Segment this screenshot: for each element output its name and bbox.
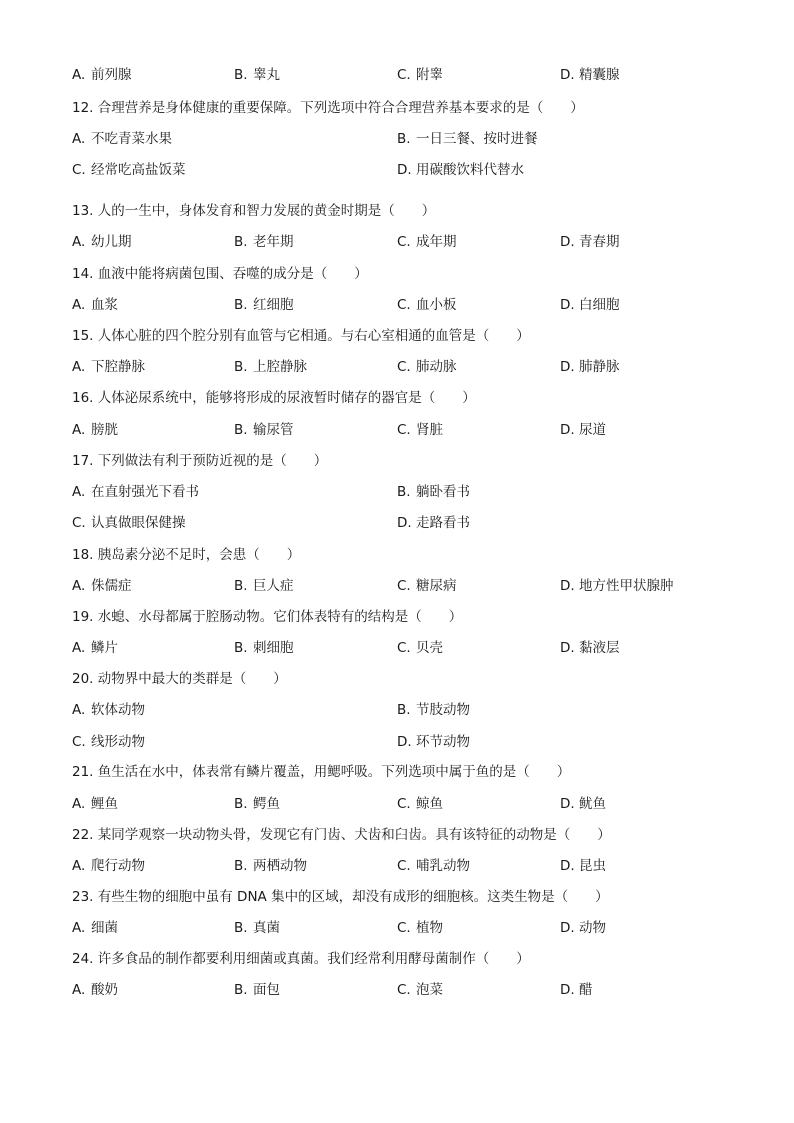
option-letter: C. xyxy=(72,734,86,750)
answer-option xyxy=(560,638,620,658)
answer-option xyxy=(397,794,443,814)
option-letter: D. xyxy=(397,734,412,750)
answer-option xyxy=(72,918,118,938)
option-letter: B. xyxy=(397,131,411,147)
option-text: 植物 xyxy=(416,920,443,936)
option-text: 昆虫 xyxy=(579,858,606,874)
option-text: 软体动物 xyxy=(91,702,145,718)
option-text: 醋 xyxy=(579,982,593,998)
answer-option xyxy=(234,980,280,1000)
answer-option xyxy=(397,732,470,752)
option-text: 鱿鱼 xyxy=(579,796,606,812)
option-letter: B. xyxy=(397,702,411,718)
option-letter: A. xyxy=(72,131,86,147)
answer-option xyxy=(397,129,538,149)
answer-option xyxy=(72,129,172,149)
answer-option xyxy=(72,700,145,720)
option-text: 鲸鱼 xyxy=(416,796,443,812)
answer-option xyxy=(234,856,307,876)
answer-option xyxy=(234,65,280,85)
question-stem: 18. 胰岛素分泌不足时，会患（ ） xyxy=(72,547,301,563)
answer-option xyxy=(234,576,294,596)
answer-option xyxy=(72,357,145,377)
option-letter: A. xyxy=(72,578,86,594)
option-letter: D. xyxy=(560,920,575,936)
answer-option xyxy=(234,918,280,938)
option-text: 认真做眼保健操 xyxy=(91,515,186,531)
answer-option xyxy=(397,160,524,180)
option-letter: A. xyxy=(72,796,86,812)
option-text: 贝壳 xyxy=(416,640,443,656)
answer-option xyxy=(72,232,132,252)
option-text: 巨人症 xyxy=(253,578,294,594)
option-text: 肺静脉 xyxy=(579,359,620,375)
option-text: 睾丸 xyxy=(253,67,280,83)
option-text: 一日三餐、按时进餐 xyxy=(416,131,538,147)
answer-option xyxy=(72,794,118,814)
option-text: 节肢动物 xyxy=(416,702,470,718)
option-letter: D. xyxy=(560,422,575,438)
option-text: 前列腺 xyxy=(91,67,132,83)
option-letter: B. xyxy=(234,234,248,250)
option-text: 泡菜 xyxy=(416,982,443,998)
option-text: 红细胞 xyxy=(253,297,294,313)
answer-option xyxy=(234,638,294,658)
answer-option xyxy=(234,794,280,814)
option-letter: A. xyxy=(72,982,86,998)
question-stem: 19. 水螅、水母都属于腔肠动物。它们体表特有的结构是（ ） xyxy=(72,609,463,625)
option-letter: D. xyxy=(560,640,575,656)
option-text: 血浆 xyxy=(91,297,118,313)
answer-option xyxy=(560,232,620,252)
option-letter: B. xyxy=(234,920,248,936)
option-text: 两栖动物 xyxy=(253,858,307,874)
answer-option xyxy=(397,856,470,876)
option-text: 黏液层 xyxy=(579,640,620,656)
answer-option xyxy=(397,980,443,1000)
option-letter: A. xyxy=(72,234,86,250)
option-letter: C. xyxy=(72,162,86,178)
question-stem: 16. 人体泌尿系统中，能够将形成的尿液暂时储存的器官是（ ） xyxy=(72,390,476,406)
option-letter: B. xyxy=(234,982,248,998)
answer-option xyxy=(72,856,145,876)
answer-option xyxy=(397,638,443,658)
answer-option xyxy=(397,357,457,377)
option-letter: A. xyxy=(72,67,86,83)
answer-option xyxy=(72,980,118,1000)
answer-option xyxy=(72,482,199,502)
answer-option xyxy=(397,65,443,85)
option-text: 肾脏 xyxy=(416,422,443,438)
option-letter: C. xyxy=(397,640,411,656)
option-text: 老年期 xyxy=(253,234,294,250)
option-text: 经常吃高盐饭菜 xyxy=(91,162,186,178)
option-text: 环节动物 xyxy=(416,734,470,750)
option-letter: D. xyxy=(560,67,575,83)
option-letter: A. xyxy=(72,359,86,375)
option-text: 血小板 xyxy=(416,297,457,313)
option-text: 肺动脉 xyxy=(416,359,457,375)
option-text: 躺卧看书 xyxy=(416,484,470,500)
option-letter: A. xyxy=(72,640,86,656)
option-text: 细菌 xyxy=(91,920,118,936)
answer-option xyxy=(397,420,443,440)
option-letter: D. xyxy=(560,578,575,594)
option-text: 在直射强光下看书 xyxy=(91,484,199,500)
question-stem: 17. 下列做法有利于预防近视的是（ ） xyxy=(72,453,328,469)
question-stem: 12. 合理营养是身体健康的重要保障。下列选项中符合合理营养基本要求的是（ ） xyxy=(72,100,584,116)
option-text: 鳄鱼 xyxy=(253,796,280,812)
option-text: 地方性甲状腺肿 xyxy=(579,578,674,594)
answer-option xyxy=(397,295,457,315)
option-text: 动物 xyxy=(579,920,606,936)
option-letter: B. xyxy=(397,484,411,500)
answer-option xyxy=(560,420,606,440)
answer-option xyxy=(560,794,606,814)
question-stem: 13. 人的一生中，身体发育和智力发展的黄金时期是（ ） xyxy=(72,203,436,219)
option-text: 成年期 xyxy=(416,234,457,250)
question-stem: 22. 某同学观察一块动物头骨，发现它有门齿、犬齿和臼齿。具有该特征的动物是（ ） xyxy=(72,827,611,843)
answer-option xyxy=(72,420,118,440)
answer-option xyxy=(72,160,186,180)
option-letter: A. xyxy=(72,858,86,874)
option-text: 走路看书 xyxy=(416,515,470,531)
answer-option xyxy=(72,732,145,752)
question-stem: 15. 人体心脏的四个腔分别有血管与它相通。与右心室相通的血管是（ ） xyxy=(72,328,530,344)
option-letter: A. xyxy=(72,702,86,718)
option-letter: C. xyxy=(397,234,411,250)
option-letter: C. xyxy=(397,796,411,812)
option-letter: B. xyxy=(234,297,248,313)
option-text: 用碳酸饮料代替水 xyxy=(416,162,524,178)
option-letter: D. xyxy=(560,234,575,250)
option-letter: B. xyxy=(234,359,248,375)
option-text: 附睾 xyxy=(416,67,443,83)
option-text: 不吃青菜水果 xyxy=(91,131,172,147)
answer-option xyxy=(72,576,132,596)
answer-option xyxy=(234,357,307,377)
option-text: 白细胞 xyxy=(579,297,620,313)
option-letter: C. xyxy=(397,578,411,594)
question-stem: 24. 许多食品的制作都要利用细菌或真菌。我们经常利用酵母菌制作（ ） xyxy=(72,951,530,967)
option-letter: C. xyxy=(397,67,411,83)
option-text: 鲤鱼 xyxy=(91,796,118,812)
answer-option xyxy=(397,576,457,596)
answer-option xyxy=(560,295,620,315)
option-text: 爬行动物 xyxy=(91,858,145,874)
option-letter: D. xyxy=(560,297,575,313)
answer-option xyxy=(234,420,294,440)
answer-option xyxy=(397,482,470,502)
option-letter: A. xyxy=(72,297,86,313)
option-text: 侏儒症 xyxy=(91,578,132,594)
answer-option xyxy=(234,232,294,252)
option-letter: B. xyxy=(234,578,248,594)
option-text: 上腔静脉 xyxy=(253,359,307,375)
option-text: 尿道 xyxy=(579,422,606,438)
option-text: 下腔静脉 xyxy=(91,359,145,375)
answer-option xyxy=(72,513,186,533)
question-stem: 21. 鱼生活在水中，体表常有鳞片覆盖，用鳃呼吸。下列选项中属于鱼的是（ ） xyxy=(72,764,571,780)
option-text: 鳞片 xyxy=(91,640,118,656)
answer-option xyxy=(72,638,118,658)
answer-option xyxy=(397,700,470,720)
option-text: 面包 xyxy=(253,982,280,998)
option-text: 青春期 xyxy=(579,234,620,250)
option-letter: C. xyxy=(397,422,411,438)
option-letter: D. xyxy=(560,796,575,812)
answer-option xyxy=(560,65,620,85)
option-letter: C. xyxy=(72,515,86,531)
option-letter: D. xyxy=(560,858,575,874)
answer-option xyxy=(397,513,470,533)
option-text: 刺细胞 xyxy=(253,640,294,656)
option-letter: B. xyxy=(234,858,248,874)
option-text: 哺乳动物 xyxy=(416,858,470,874)
answer-option xyxy=(397,918,443,938)
answer-option xyxy=(234,295,294,315)
answer-option xyxy=(560,576,674,596)
option-text: 膀胱 xyxy=(91,422,118,438)
answer-option xyxy=(560,918,606,938)
option-text: 线形动物 xyxy=(91,734,145,750)
option-letter: C. xyxy=(397,920,411,936)
question-stem: 14. 血液中能将病菌包围、吞噬的成分是（ ） xyxy=(72,266,368,282)
option-letter: D. xyxy=(397,162,412,178)
option-letter: C. xyxy=(397,359,411,375)
option-letter: D. xyxy=(560,359,575,375)
option-text: 输尿管 xyxy=(253,422,294,438)
option-text: 幼儿期 xyxy=(91,234,132,250)
answer-option xyxy=(560,856,606,876)
option-letter: C. xyxy=(397,982,411,998)
option-letter: C. xyxy=(397,858,411,874)
option-letter: A. xyxy=(72,920,86,936)
answer-option xyxy=(72,295,118,315)
option-text: 糖尿病 xyxy=(416,578,457,594)
option-letter: A. xyxy=(72,484,86,500)
option-letter: B. xyxy=(234,67,248,83)
option-text: 真菌 xyxy=(253,920,280,936)
option-letter: A. xyxy=(72,422,86,438)
option-letter: B. xyxy=(234,796,248,812)
option-letter: B. xyxy=(234,422,248,438)
option-letter: C. xyxy=(397,297,411,313)
question-stem: 23. 有些生物的细胞中虽有 DNA 集中的区域，却没有成形的细胞核。这类生物是（ ） xyxy=(72,889,609,905)
option-text: 精囊腺 xyxy=(579,67,620,83)
answer-option xyxy=(560,357,620,377)
option-text: 酸奶 xyxy=(91,982,118,998)
answer-option xyxy=(397,232,457,252)
option-letter: D. xyxy=(560,982,575,998)
answer-option xyxy=(72,65,132,85)
option-letter: B. xyxy=(234,640,248,656)
option-letter: D. xyxy=(397,515,412,531)
answer-option xyxy=(560,980,593,1000)
question-stem: 20. 动物界中最大的类群是（ ） xyxy=(72,671,287,687)
